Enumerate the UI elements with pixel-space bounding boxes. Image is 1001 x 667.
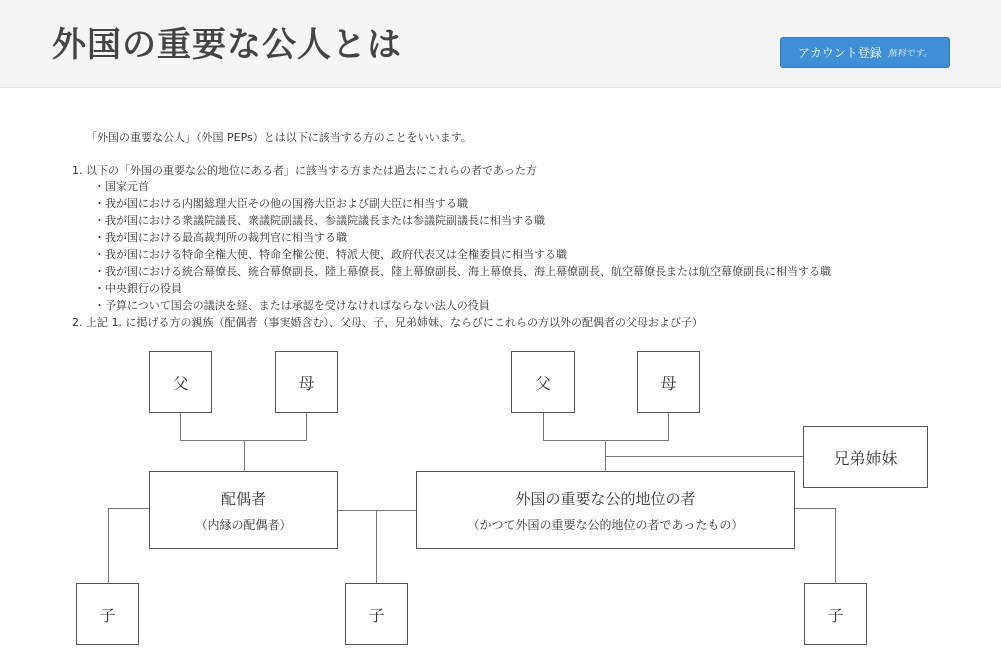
signup-button-label: アカウント登録 <box>797 46 882 60</box>
page-title: 外国の重要な公人とは <box>52 25 402 65</box>
list-bullet: ・我が国における最高裁判所の裁判官に相当する職 <box>94 231 347 244</box>
spouse-label: 配偶者 <box>220 489 266 508</box>
child-box-right <box>804 583 867 645</box>
siblings-label: 兄弟姉妹 <box>833 448 898 468</box>
connector-line <box>794 508 836 509</box>
connector-line <box>108 508 109 584</box>
connector-line <box>180 412 181 441</box>
pep-note: （かつて外国の重要な公的地位の者であったもの） <box>467 517 744 532</box>
list-item-2: 2. 上記 1. に掲げる方の親族（配偶者（事実婚含む）、父母、子、兄弟姉妹、ならびにこれらの方以外の配偶者の父母および子） <box>72 316 703 329</box>
mother-label: 母 <box>298 373 315 393</box>
connector-line <box>543 440 669 441</box>
child-box-center <box>345 583 408 645</box>
list-item-1: 1. 以下の「外国の重要な公的地位にある者」に該当する方または過去にこれらの者であった方 <box>72 164 537 177</box>
pep-father-box <box>511 351 575 413</box>
pep-mother-box <box>637 351 700 413</box>
father-box <box>149 351 212 413</box>
pep-father-label: 父 <box>534 373 551 393</box>
mother-box <box>275 351 338 413</box>
connector-line <box>376 510 377 584</box>
siblings-box <box>803 426 928 488</box>
signup-button[interactable] <box>780 37 950 68</box>
connector-line <box>306 412 307 441</box>
child-box-left <box>76 583 139 645</box>
list-bullet: ・我が国における衆議院議長、衆議院副議長、参議院議長または参議院副議長に相当する職 <box>94 214 545 227</box>
spouse-note: （内縁の配偶者） <box>195 517 292 532</box>
connector-line <box>835 508 836 584</box>
list-bullet: ・予算について国会の議決を経、または承認を受けなければならない法人の役員 <box>94 299 490 312</box>
child-label: 子 <box>99 605 116 625</box>
list-bullet: ・我が国における内閣総理大臣その他の国務大臣および副大臣に相当する職 <box>94 197 468 210</box>
child-label: 子 <box>368 605 385 625</box>
connector-line <box>244 440 245 471</box>
connector-line <box>605 456 803 457</box>
signup-button-sublabel: 無料です。 <box>887 49 933 59</box>
connector-line <box>543 412 544 441</box>
father-label: 父 <box>172 373 189 393</box>
list-bullet: ・中央銀行の役員 <box>94 282 182 295</box>
list-bullet: ・我が国における統合幕僚長、統合幕僚副長、陸上幕僚長、陸上幕僚副長、海上幕僚長、海上幕僚副長、航空幕僚長または航空幕僚副長に相当する職 <box>94 265 831 278</box>
pep-label: 外国の重要な公的地位の者 <box>515 489 696 508</box>
connector-line <box>108 508 150 509</box>
page-header <box>0 0 1001 88</box>
pep-mother-label: 母 <box>660 373 677 393</box>
connector-line <box>668 412 669 441</box>
child-label: 子 <box>827 605 844 625</box>
pep-box <box>416 471 795 549</box>
list-bullet: ・国家元首 <box>94 180 149 193</box>
intro-text: 「外国の重要な公人」（外国 PEPs）とは以下に該当する方のことをいいます。 <box>86 131 472 144</box>
list-bullet: ・我が国における特命全権大使、特命全権公使、特派大使、政府代表又は全権委員に相当する職 <box>94 248 567 261</box>
spouse-box <box>149 471 338 549</box>
